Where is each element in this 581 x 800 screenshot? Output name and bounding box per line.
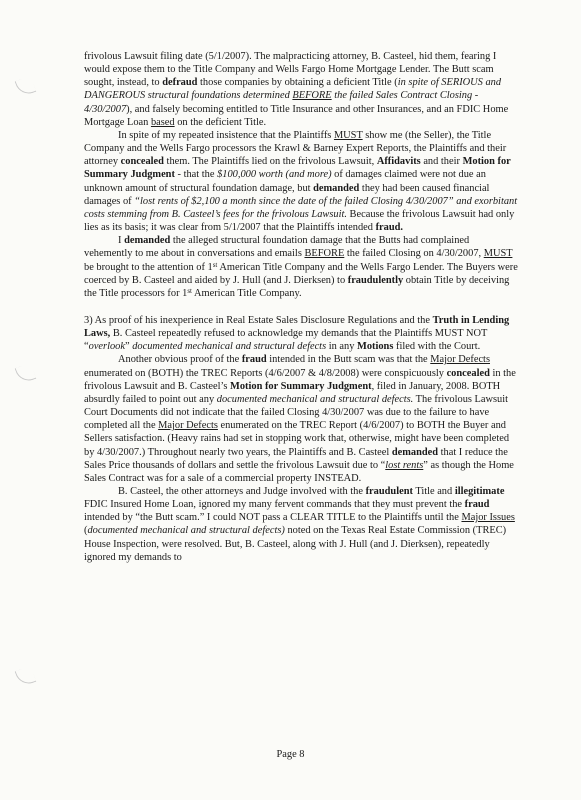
paragraph-2: In spite of my repeated insistence that the Plaintiffs MUST show me (the Seller), the Title Company and the Wells Fargo processors the Krawl & Barney Expert Reports, the Plaintiffs and their attorney concealed them. The Plaintiffs lied on the frivolous Lawsuit, Affidavits and their Motion for Summary Judgment - that the $100,000 worth (and more) of damages claimed were not due an unknown amount of structural foundation damage, but demanded they had been caused financial damages of “lost rents of $2,100 a month since the date of the failed Closing 4/30/2007” and exorbitant costs stemming from B. Casteel’s fees for the frivolous Lawsuit. Because the frivolous Lawsuit had only lies as its basis; it was clear from 5/1/2007 that the Plaintiffs intended fraud. bbox=[84, 129, 518, 234]
paragraph-4: 3) As proof of his inexperience in Real Estate Sales Disclosure Regulations and the Truth in Lending Laws, B. Casteel repeatedly refused to acknowledge my demands that the Plaintiffs MUST NOT “overlook” documented mechanical and structural defects in any Motions filed with the Court. bbox=[84, 314, 510, 353]
punch-hole-mark-middle bbox=[15, 363, 37, 385]
punch-hole-mark-bottom bbox=[15, 666, 37, 688]
paragraph-5: Another obvious proof of the fraud intended in the Butt scam was that the Major Defects enumerated on (BOTH) the TREC Reports (4/6/2007 & 4/8/2008) were conspicuously concealed in the frivolous Lawsuit and B. Casteel’s Motion for Summary Judgment, filed in January, 2008. BOTH absurdly failed to point out any documented mechanical and structural defects. The frivolous Lawsuit Court Documents did not indicate that the failed Closing 4/30/2007 was due to the failure to have completed all the Major Defects enumerated on the TREC Report (4/6/2007) to BOTH the Buyer and Sellers satisfaction. (Heavy rains had set in stopping work that, otherwise, might have been completed by 4/30/2007.) Throughout nearly two years, the Plaintiffs and B. Casteel demanded that I reduce the Sales Price thousands of dollars and settle the frivolous Lawsuit due to “lost rents” as though the Home Sales Contract was for a sale of a commercial property INSTEAD. bbox=[84, 354, 516, 484]
paragraph-gap bbox=[84, 300, 518, 314]
paragraph-3: I demanded the alleged structural foundation damage that the Butts had complained vehemently to me about in conversations and emails BEFORE the failed Closing on 4/30/2007, MUST be brought to the attention of 1st American Title Company and the Wells Fargo Lender. The Buyers were coerced by B. Casteel and aided by J. Hull (and J. Dierksen) to fraudulently obtain Title by deceiving the Title processors for 1st American Title Company. bbox=[84, 235, 518, 299]
paragraph-1: frivolous Lawsuit filing date (5/1/2007). The malpracticing attorney, B. Casteel, hid them, fearing I would expose them to the Title Company and Wells Fargo Home Mortgage Lender. The Butt scam sought, instead, to defraud those companies by obtaining a deficient Title (in spite of SERIOUS and DANGEROUS structural foundations determined BEFORE the failed Sales Contract Closing - 4/30/2007), and falsely becoming entitled to Title Insurance and other Insurances, and an FDIC Home Mortgage Loan based on the deficient Title. bbox=[84, 51, 509, 128]
page-number: Page 8 bbox=[276, 749, 305, 760]
punch-hole-mark-top bbox=[15, 76, 37, 98]
paragraph-6: B. Casteel, the other attorneys and Judge involved with the fraudulent Title and illegitimate FDIC Insured Home Loan, ignored my many fervent commands that they must prevent the fraud intended by “the Butt scam.” I could NOT pass a CLEAR TITLE to the Plaintiffs until the Major Issues (documented mechanical and structural defects) noted on the Texas Real Estate Commission (TREC) House Inspection, were resolved. But, B. Casteel, along with J. Hull (and J. Dierksen), repeatedly ignored my demands to bbox=[84, 486, 515, 563]
document-body bbox=[84, 50, 518, 564]
